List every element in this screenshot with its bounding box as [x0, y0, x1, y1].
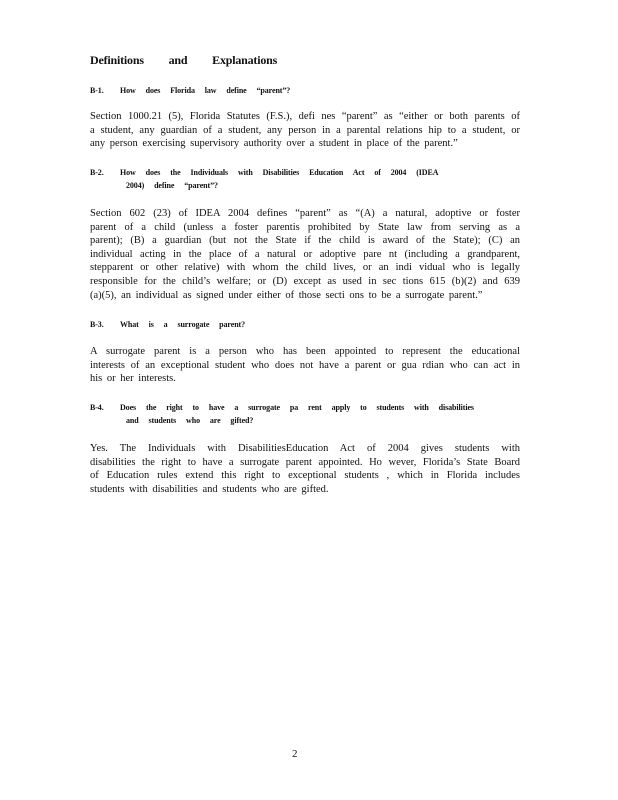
answer-line: students with disabilities and students who are gifted.: [90, 483, 329, 495]
question-number: B-1.: [90, 86, 104, 95]
page-title: Definitions and Explanations: [90, 53, 278, 67]
question-b3: [90, 318, 245, 331]
question-text-continued: and students who are gifted?: [126, 416, 254, 425]
question-number: B-3.: [90, 320, 104, 329]
question-text: What is a surrogate parent?: [120, 320, 246, 329]
question-b2: [90, 166, 438, 192]
answer-line: individual acting in the place of a natural or adoptive pare nt (including a grandparent,: [90, 248, 520, 260]
answer-line: (a)(5), an individual as signed under either of those secti ons to be a surrogate parent.”: [90, 289, 483, 301]
answer-b4: [90, 442, 520, 496]
question-text: How does Florida law define “parent”?: [120, 86, 291, 95]
question-text: How does the Individuals with Disabilities Education Act of 2004 (IDEA: [120, 168, 439, 177]
answer-line: stepparent or other relative) with whom the child lives, or an indi vidual who is legally: [90, 262, 520, 274]
answer-b1: [90, 110, 520, 151]
answer-line: parent); (B) a guardian (but not the State if the child is award of the State); (C) an: [90, 235, 520, 247]
answer-line: of Education rules extend this right to exceptional students , which in Florida includes: [90, 470, 520, 482]
answer-line: any person exercising supervisory authority over a student in place of the parent.”: [90, 138, 458, 150]
answer-line: Section 602 (23) of IDEA 2004 defines “parent” as “(A) a natural, adoptive or foster: [90, 208, 520, 219]
answer-b3: [90, 345, 520, 386]
page-number: 2: [292, 748, 298, 760]
question-b1: [90, 84, 290, 97]
question-number: B-2.: [90, 168, 104, 177]
answer-line: responsible for the child’s welfare; or (D) except as used in sec tions 615 (b)(2) and 639: [90, 275, 520, 287]
question-number: B-4.: [90, 403, 104, 412]
answer-line: Section 1000.21 (5), Florida Statutes (F.S.), defi nes “parent” as “either or both parents of: [90, 111, 520, 122]
answer-line: interests of an exceptional student who does not have a parent or gua rdian who can act in: [90, 359, 520, 371]
answer-line: parent of a child (unless a foster parentis prohibited by State law from serving as a: [90, 221, 520, 233]
question-text-continued: 2004) define “parent”?: [126, 181, 218, 190]
question-b4: [90, 401, 474, 427]
answer-b2: [90, 207, 520, 302]
answer-line: A surrogate parent is a person who has been appointed to represent the educational: [90, 346, 520, 357]
answer-line: disabilities the right to have a surrogate parent appointed. Ho wever, Florida’s State Board: [90, 456, 520, 468]
answer-line: Yes. The Individuals with DisabilitiesEducation Act of 2004 gives students with: [90, 443, 520, 454]
answer-line: his or her interests.: [90, 373, 176, 385]
answer-line: a student, any guardian of a student, any person in a parental relations hip to a student, or: [90, 124, 520, 136]
question-text: Does the right to have a surrogate pa rent apply to students with disabilities: [120, 403, 474, 412]
